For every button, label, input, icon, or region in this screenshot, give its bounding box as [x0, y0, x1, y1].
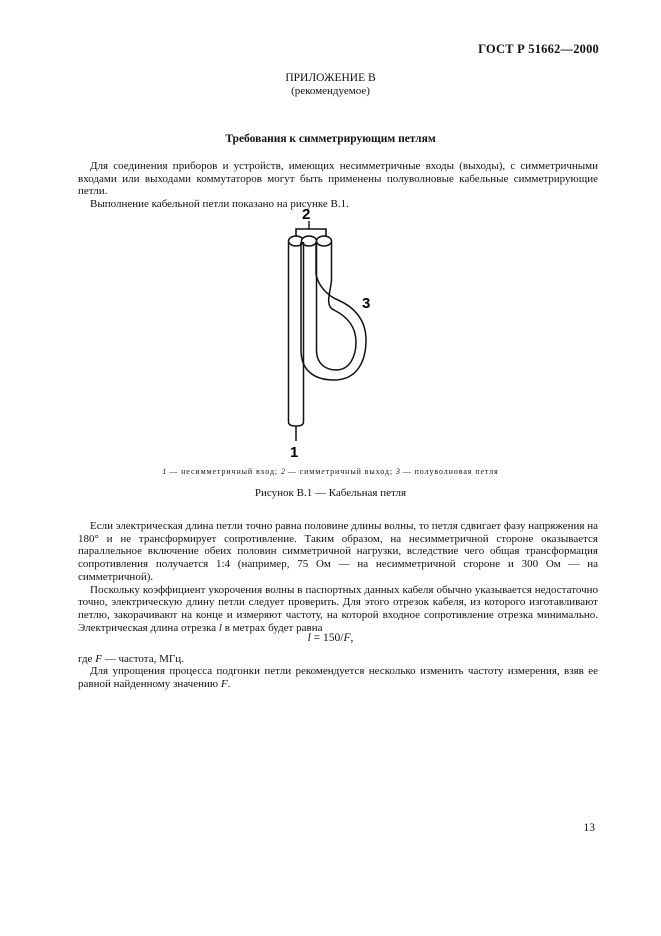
- intro-paragraph-2: Выполнение кабельной петли показано на рисунке В.1.: [90, 198, 349, 211]
- figure-legend: [0, 467, 661, 476]
- legend-text-2: — симметричный выход;: [284, 467, 396, 476]
- section-title: Требования к симметрирующим петлям: [225, 133, 436, 145]
- legend-num-3: 3: [395, 467, 400, 476]
- body-text: [78, 520, 598, 634]
- final-paragraph: [78, 665, 598, 690]
- final-end: .: [227, 677, 231, 690]
- legend-text-1: — несимметричный вход;: [166, 467, 281, 476]
- where-text: — частота, МГц.: [101, 653, 184, 665]
- document-header: ГОСТ Р 51662—2000: [478, 42, 599, 56]
- formula-tail: ,: [350, 632, 354, 644]
- where-prefix: где: [78, 653, 96, 665]
- appendix-title: ПРИЛОЖЕНИЕ В: [285, 72, 376, 84]
- label-2: 2: [302, 206, 311, 223]
- formula-where: [78, 653, 184, 665]
- final-main: Для упрощения процесса подгонки петли рекомендуется несколько изменить частоту измерения, взяв ее равной найденному значению: [78, 665, 598, 690]
- formula-lhs: l: [307, 632, 311, 644]
- cable-loop-drawing: [250, 200, 410, 470]
- legend-num-2: 2: [280, 467, 285, 476]
- label-3: 3: [362, 295, 371, 312]
- formula-eq: = 150/: [310, 632, 344, 644]
- body-paragraph-1: Если электрическая длина петли точно равна половине длины волны, то петля сдвигает фазу напряжения на 180° и не трансформирует сопротивление. Таким образом, на несимметричной стороне оказывается параллельное включение обеих половин симметричной нагрузки, вследствие чего общая трансформация сопротивления получается 1:4 (например, 75 Ом — на несимметричной стороне и 300 Ом — на симметричной).: [78, 520, 598, 583]
- cable-end-3: [317, 236, 332, 246]
- where-var: F: [95, 653, 102, 665]
- body-paragraph-2-main: Поскольку коэффициент укорочения волны в паспортных данных кабеля обычно указывается недостаточно точно, электрическую длину петли следует проверить. Для этого отрезок кабеля, из которого изготавливают петлю, закорачивают на конце и измеряют частоту, на которой входное сопротивление отрезка минимально. Электрическая длина отрезка: [78, 583, 598, 634]
- intro-paragraph-1: Для соединения приборов и устройств, имеющих несимметричные входы (выходы), с симметричными входами или выходами коммутаторов могут быть применены полуволновые кабельные симметрирующие петли.: [78, 160, 598, 198]
- formula-rhs: F: [343, 632, 351, 644]
- cable-loop-figure: [250, 200, 410, 470]
- body-paragraph-2-var: l: [218, 621, 222, 634]
- appendix-heading: [0, 72, 661, 98]
- label-1: 1: [290, 444, 299, 461]
- loop-cable-outer: [301, 242, 366, 380]
- page-number: 13: [583, 822, 595, 834]
- body-paragraph-2: [78, 584, 598, 635]
- appendix-status: (рекомендуемое): [291, 85, 370, 97]
- legend-num-1: 1: [162, 467, 167, 476]
- legend-text-3: — полуволновая петля: [399, 467, 499, 476]
- figure-caption: Рисунок В.1 — Кабельная петля: [254, 487, 407, 499]
- final-text: [78, 665, 598, 690]
- formula: [0, 632, 661, 644]
- final-var: F: [220, 677, 228, 690]
- body-paragraph-2-end: в метрах будет равна: [221, 621, 323, 634]
